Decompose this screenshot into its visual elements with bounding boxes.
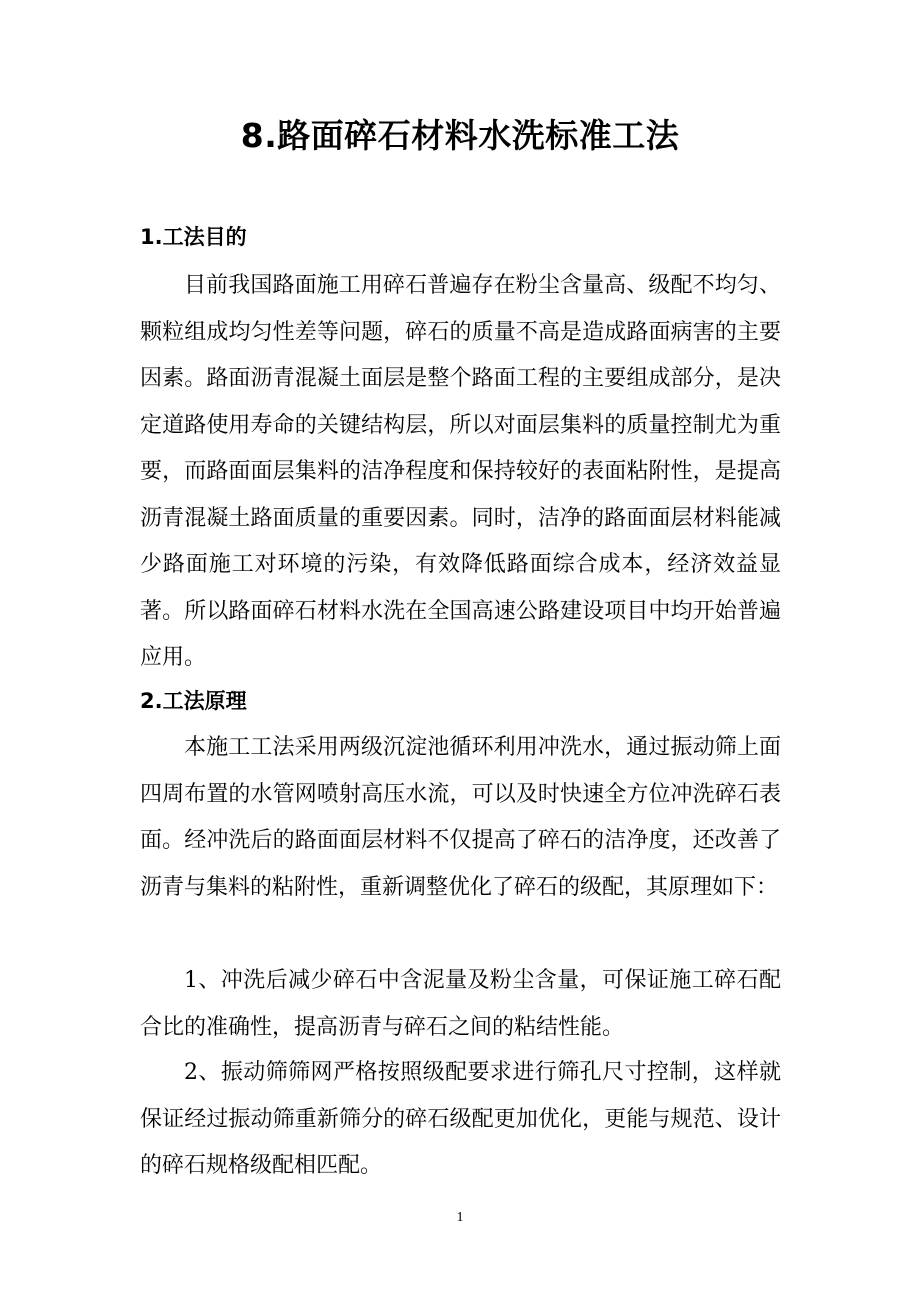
paragraph-principle-point-1: 1、冲洗后减少碎石中含泥量及粉尘含量，可保证施工碎石配合比的准确性，提高沥青与碎石之间的粘结性能。 xyxy=(140,968,781,1040)
paragraph-purpose: 目前我国路面施工用碎石普遍存在粉尘含量高、级配不均匀、颗粒组成均匀性差等问题，碎石的质量不高是造成路面病害的主要因素。路面沥青混凝土面层是整个路面工程的主要组成部分，是决定道路使用寿命的关键结构层，所以对面层集料的质量控制尤为重要，而路面面层集料的洁净程度和保持较好的表面粘附性，是提高沥青混凝土路面质量的重要因素。同时，洁净的路面面层材料能减少路面施工对环境的污染，有效降低路面综合成本，经济效益显著。所以路面碎石材料水洗在全国高速公路建设项目中均开始普遍应用。 xyxy=(140,273,781,670)
paragraph-principle-point-2: 2、振动筛筛网严格按照级配要求进行筛孔尺寸控制，这样就保证经过振动筛重新筛分的碎石级配更加优化，更能与规范、设计的碎石规格级配相匹配。 xyxy=(140,1060,781,1178)
section-heading-principle: 2.工法原理 xyxy=(140,689,247,713)
section-heading-purpose: 1.工法目的 xyxy=(140,225,247,249)
paragraph-principle-intro: 本施工工法采用两级沉淀池循环利用冲洗水，通过振动筛上面四周布置的水管网喷射高压水流，可以及时快速全方位冲洗碎石表面。经冲洗后的路面面层材料不仅提高了碎石的洁净度，还改善了沥青与集料的粘附性，重新调整优化了碎石的级配，其原理如下： xyxy=(140,735,781,900)
document-title: 8.路面碎石材料水洗标准工法 xyxy=(240,116,680,155)
page-number: 1 xyxy=(456,1210,464,1225)
